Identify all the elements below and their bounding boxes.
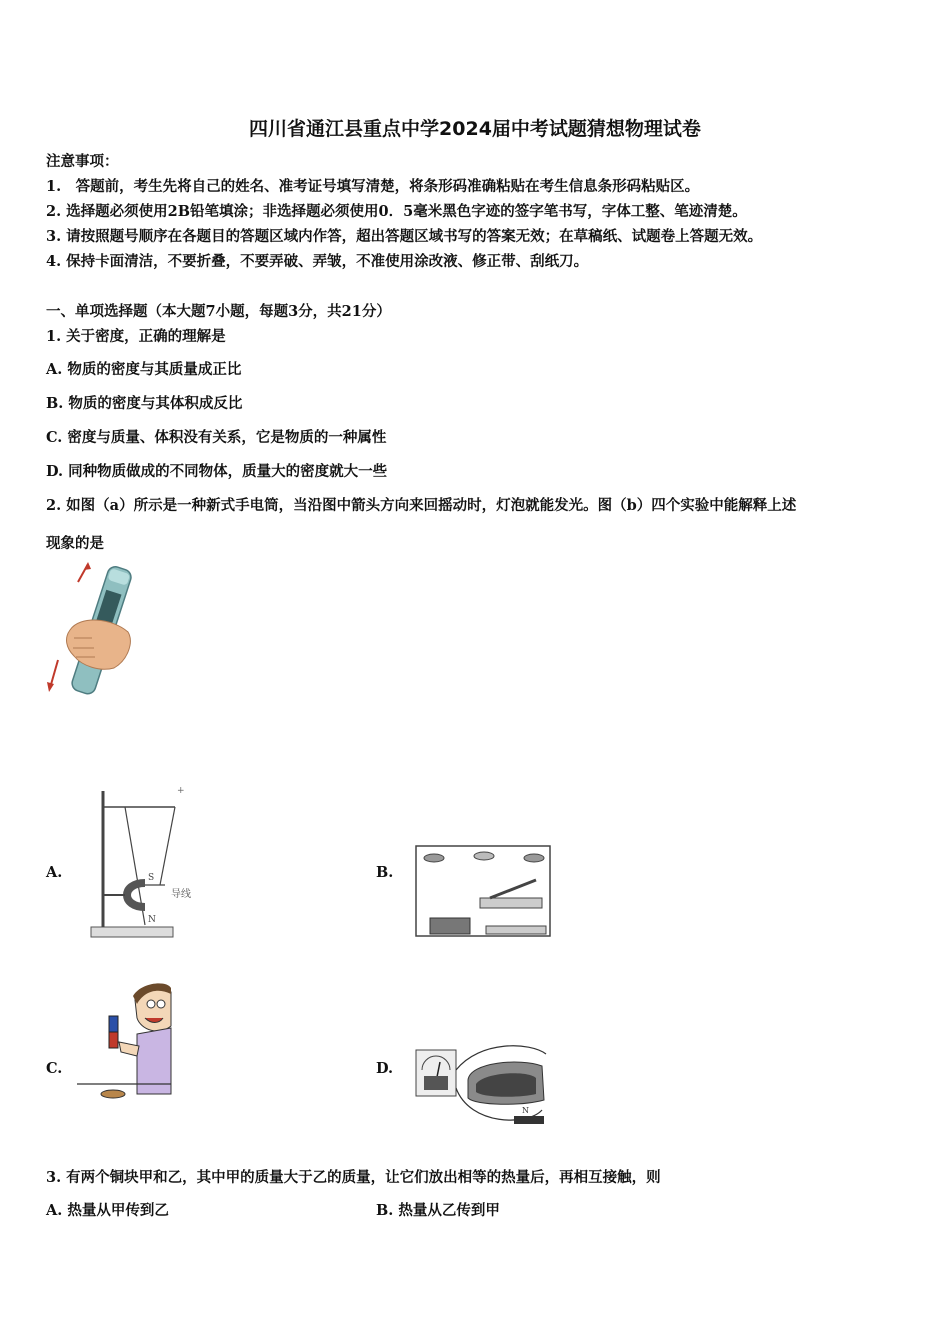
q3-stem: 3. 有两个铜块甲和乙，其中甲的质量大于乙的质量，让它们放出相等的热量后，再相互接触，则 <box>46 1169 661 1186</box>
flashlight-figure <box>40 560 140 705</box>
notice-item-4: 4. 保持卡面清洁，不要折叠，不要弄破、弄皱，不准使用涂改液、修正带、刮纸刀。 <box>46 253 589 270</box>
option-d-n-label: N <box>522 1106 529 1115</box>
wire-label: 导线 <box>171 889 191 900</box>
magnet-n-label: N <box>148 915 156 925</box>
option-a-conductor-figure <box>85 785 215 945</box>
q2-option-a-label: A. <box>46 864 63 881</box>
section-heading: 一、单项选择题（本大题7小题，每题3分，共21分） <box>46 303 391 320</box>
svg-text:+: + <box>177 786 185 796</box>
q2-option-d-label: D. <box>376 1060 394 1077</box>
q1-option-b: B. 物质的密度与其体积成反比 <box>46 395 243 412</box>
page-title: 四川省通江县重点中学2024届中考试题猜想物理试卷 <box>249 118 701 140</box>
q1-option-c: C. 密度与质量、体积没有关系，它是物质的一种属性 <box>46 429 387 446</box>
q3-option-a: A. 热量从甲传到乙 <box>46 1202 169 1219</box>
option-b-circuit-figure <box>410 840 555 945</box>
q1-option-a: A. 物质的密度与其质量成正比 <box>46 361 242 378</box>
q2-option-c-label: C. <box>46 1060 63 1077</box>
magnet-s-label: S <box>148 873 155 883</box>
q2-stem-line1: 2. 如图（a）所示是一种新式手电筒，当沿图中箭头方向来回摇动时，灯泡就能发光。图（b）四个实验中能解释上述 <box>46 497 797 514</box>
option-c-magnet-figure <box>75 982 175 1097</box>
notice-heading: 注意事项： <box>46 153 119 170</box>
notice-item-2: 2. 选择题必须使用2B铅笔填涂；非选择题必须使用0．5毫米黑色字迹的签字笔书写，字体工整、笔迹清楚。 <box>46 203 747 220</box>
notice-item-3: 3. 请按照题号顺序在各题目的答题区域内作答，超出答题区域书写的答案无效；在草稿纸、试题卷上答题无效。 <box>46 228 763 245</box>
q2-option-b-label: B. <box>376 864 394 881</box>
q1-option-d: D. 同种物质做成的不同物体，质量大的密度就大一些 <box>46 463 388 480</box>
q3-option-b: B. 热量从乙传到甲 <box>376 1202 500 1219</box>
notice-item-1: 1. 答题前，考生先将自己的姓名、准考证号填写清楚，将条形码准确粘贴在考生信息条形码粘贴区。 <box>46 178 700 195</box>
q1-stem: 1. 关于密度，正确的理解是 <box>46 328 226 345</box>
option-d-galvanometer-figure <box>410 1040 555 1130</box>
q2-stem-line2: 现象的是 <box>46 535 104 552</box>
